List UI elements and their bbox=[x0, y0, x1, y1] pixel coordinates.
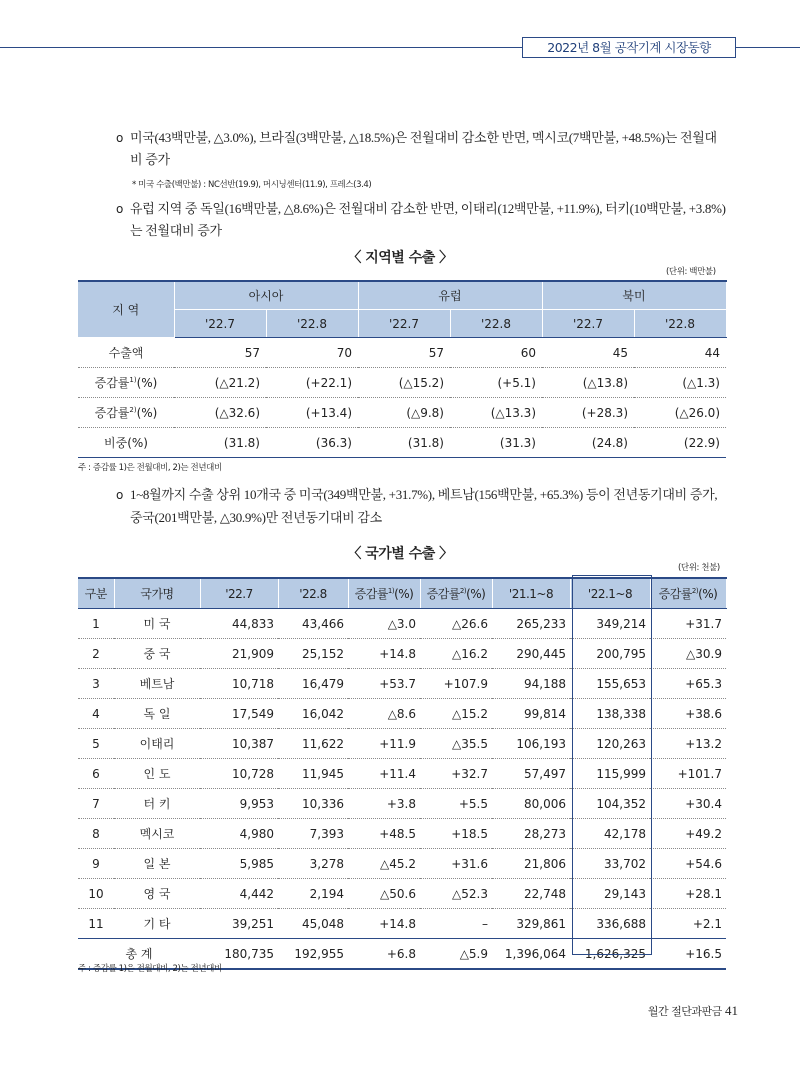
table-row bbox=[78, 849, 726, 879]
country-name: 멕시코 bbox=[114, 819, 200, 849]
table-cell: (+13.4) bbox=[266, 398, 358, 428]
bullet-marker: o bbox=[116, 488, 124, 502]
table-row bbox=[78, 639, 726, 669]
table-cell: +2.1 bbox=[692, 916, 722, 931]
table-cell: 120,263 bbox=[570, 729, 650, 759]
table-cell: +38.6 bbox=[650, 699, 726, 729]
table-cell: 29,143 bbox=[570, 879, 650, 909]
country-name: 중 국 bbox=[114, 639, 200, 669]
period-header: '22.8 bbox=[266, 310, 358, 338]
country-name: 베트남 bbox=[114, 669, 200, 699]
table-cell: 200,795 bbox=[570, 639, 650, 669]
table-cell: 1,626,325 bbox=[570, 939, 650, 970]
row-number: 3 bbox=[78, 669, 114, 699]
table-cell: 265,233 bbox=[492, 609, 570, 639]
bullet-marker: o bbox=[116, 202, 124, 216]
table-cell: +31.7 bbox=[650, 609, 726, 639]
table-cell: (31.8) bbox=[358, 428, 450, 458]
bullet-europe: o 유럽 지역 중 독일(16백만불, △8.6%)은 전월대비 감소한 반면, 이태리(12백만불, +11.9%), 터키(10백만불, +3.8%) bbox=[116, 198, 726, 220]
group-asia: 아시아 bbox=[174, 281, 358, 310]
table-cell: 1,396,064 bbox=[492, 939, 570, 970]
country-table-title: 〈 국가별 수출 〉 bbox=[347, 546, 453, 562]
table-cell: 57 bbox=[174, 338, 266, 368]
table-cell: +14.8 bbox=[379, 916, 416, 931]
table-cell: (36.3) bbox=[266, 428, 358, 458]
table-cell: 43,466 bbox=[278, 609, 348, 639]
bullet-marker: o bbox=[116, 131, 124, 145]
table-cell: 17,549 bbox=[200, 699, 278, 729]
region-export-table bbox=[78, 280, 727, 458]
table-cell: (+5.1) bbox=[450, 368, 542, 398]
table-cell: △15.2 bbox=[420, 699, 492, 729]
bullet-europe-cont: 는 전월대비 증가 bbox=[130, 223, 222, 238]
table-cell: 180,735 bbox=[200, 939, 278, 970]
table-cell: 60 bbox=[450, 338, 542, 368]
region-table-note: 주 : 증감률 1)은 전월대비, 2)는 전년대비 bbox=[78, 463, 222, 473]
table-cell: +54.6 bbox=[650, 849, 726, 879]
table-cell: 4,980 bbox=[200, 819, 278, 849]
table-cell: (24.8) bbox=[542, 428, 634, 458]
table-cell: +14.8 bbox=[348, 639, 420, 669]
col-header-aug22: '22.8 bbox=[278, 578, 348, 609]
table-cell: +49.2 bbox=[650, 819, 726, 849]
col-header-country: 국가명 bbox=[114, 578, 200, 609]
table-cell: 10,387 bbox=[200, 729, 278, 759]
bullet-top10: o 1~8월까지 수출 상위 10개국 중 미국(349백만불, +31.7%), 베트남(156백만불, +65.3%) 등이 전년동기대비 증가, bbox=[116, 484, 717, 506]
table-cell: +107.9 bbox=[420, 669, 492, 699]
table-cell: 16,042 bbox=[278, 699, 348, 729]
table-cell: 10,718 bbox=[200, 669, 278, 699]
row-number: 8 bbox=[78, 819, 114, 849]
period-header: '22.7 bbox=[174, 310, 266, 338]
table-cell: +16.5 bbox=[650, 939, 726, 970]
country-name: 미 국 bbox=[114, 609, 200, 639]
table-cell: 16,479 bbox=[278, 669, 348, 699]
table-cell: 4,442 bbox=[200, 879, 278, 909]
table-row bbox=[78, 879, 726, 909]
table-cell: +65.3 bbox=[650, 669, 726, 699]
table-cell: 115,999 bbox=[570, 759, 650, 789]
table-cell: +28.1 bbox=[650, 879, 726, 909]
region-table-unit: (단위: 백만불) bbox=[666, 267, 716, 277]
period-header: '22.8 bbox=[450, 310, 542, 338]
us-export-note: * 미국 수출(백만불) : NC선반(19.9), 머시닝센터(11.9), 프레스(3.4) bbox=[132, 180, 372, 190]
table-cell: △52.3 bbox=[420, 879, 492, 909]
table-cell: +32.7 bbox=[420, 759, 492, 789]
table-cell: (△13.3) bbox=[450, 398, 542, 428]
group-north-america: 북미 bbox=[542, 281, 726, 310]
table-cell: △3.0 bbox=[348, 609, 420, 639]
table-cell: (31.8) bbox=[174, 428, 266, 458]
table-cell: 25,152 bbox=[278, 639, 348, 669]
total-label: 총 계 bbox=[78, 939, 200, 970]
table-cell: 70 bbox=[266, 338, 358, 368]
table-cell: +30.4 bbox=[650, 789, 726, 819]
table-row bbox=[78, 789, 726, 819]
table-cell: +48.5 bbox=[348, 819, 420, 849]
table-cell: 80,006 bbox=[492, 789, 570, 819]
table-cell: 5,985 bbox=[200, 849, 278, 879]
table-cell: 42,178 bbox=[570, 819, 650, 849]
table-cell: +11.9 bbox=[348, 729, 420, 759]
country-name: 터 키 bbox=[114, 789, 200, 819]
table-cell: +31.6 bbox=[420, 849, 492, 879]
table-cell: 290,445 bbox=[492, 639, 570, 669]
row-label: 증감률$^{2)}$(%) bbox=[78, 398, 174, 428]
table-cell: +6.8 bbox=[348, 939, 420, 970]
row-number: 4 bbox=[78, 699, 114, 729]
table-cell: △30.9 bbox=[650, 639, 726, 669]
table-row bbox=[78, 759, 726, 789]
magazine-name: 월간 절단과판금 bbox=[647, 1005, 722, 1018]
table-cell: △16.2 bbox=[420, 639, 492, 669]
table-cell: +3.8 bbox=[348, 789, 420, 819]
row-number: 1 bbox=[78, 609, 114, 639]
table-cell: 349,214 bbox=[570, 609, 650, 639]
table-cell: (△9.8) bbox=[358, 398, 450, 428]
row-number: 10 bbox=[78, 879, 114, 909]
region-table-title: 〈 지역별 수출 〉 bbox=[347, 250, 453, 266]
table-cell: +13.2 bbox=[650, 729, 726, 759]
table-cell: △26.6 bbox=[420, 609, 492, 639]
table-cell: 45,048 bbox=[302, 916, 344, 931]
table-cell: +5.5 bbox=[420, 789, 492, 819]
table-cell: +18.5 bbox=[420, 819, 492, 849]
table-cell: 45 bbox=[542, 338, 634, 368]
table-cell: 28,273 bbox=[492, 819, 570, 849]
col-header-yoy: 증감률$^{2)}$(%) bbox=[420, 578, 492, 609]
table-cell: (△26.0) bbox=[634, 398, 726, 428]
country-name: 이태리 bbox=[114, 729, 200, 759]
table-cell: 3,278 bbox=[278, 849, 348, 879]
table-cell: +53.7 bbox=[348, 669, 420, 699]
bullet-top10-cont: 중국(201백만불, △30.9%)만 전년동기대비 감소 bbox=[130, 510, 382, 525]
row-number: 11 bbox=[88, 916, 104, 931]
table-cell: 10,336 bbox=[278, 789, 348, 819]
table-cell: (△1.3) bbox=[634, 368, 726, 398]
col-header-ytd22: '22.1~8 bbox=[570, 578, 650, 609]
table-cell: (+28.3) bbox=[542, 398, 634, 428]
table-cell: 22,748 bbox=[492, 879, 570, 909]
country-name: 독 일 bbox=[114, 699, 200, 729]
table-cell: 44,833 bbox=[200, 609, 278, 639]
table-cell: 106,193 bbox=[492, 729, 570, 759]
table-cell: △45.2 bbox=[348, 849, 420, 879]
col-header-ytd-yoy: 증감률$^{2)}$(%) bbox=[650, 578, 726, 609]
table-cell: (22.9) bbox=[634, 428, 726, 458]
table-row bbox=[78, 428, 726, 458]
table-cell: 44 bbox=[634, 338, 726, 368]
group-europe: 유럽 bbox=[358, 281, 542, 310]
table-row bbox=[78, 398, 726, 428]
country-table-unit: (단위: 천불) bbox=[678, 563, 720, 573]
table-cell: △5.9 bbox=[420, 939, 492, 970]
country-table-note: 주 : 증감률 1)은 전월대비, 2)는 전년대비 bbox=[78, 964, 222, 974]
row-label: 증감률$^{1)}$(%) bbox=[78, 368, 174, 398]
table-cell: (+22.1) bbox=[266, 368, 358, 398]
row-number: 6 bbox=[78, 759, 114, 789]
table-cell: 99,814 bbox=[492, 699, 570, 729]
table-cell: 329,861 bbox=[516, 916, 566, 931]
table-row bbox=[78, 699, 726, 729]
country-name: 일 본 bbox=[114, 849, 200, 879]
table-cell: (△21.2) bbox=[174, 368, 266, 398]
table-cell: 57,497 bbox=[492, 759, 570, 789]
table-row bbox=[78, 609, 726, 639]
table-cell: △50.6 bbox=[348, 879, 420, 909]
table-cell: 336,688 bbox=[596, 916, 646, 931]
page-footer bbox=[648, 1003, 738, 1019]
table-cell: 2,194 bbox=[278, 879, 348, 909]
table-row bbox=[78, 729, 726, 759]
table-row bbox=[78, 819, 726, 849]
table-cell: (△32.6) bbox=[174, 398, 266, 428]
period-header: '22.7 bbox=[358, 310, 450, 338]
table-cell: 9,953 bbox=[200, 789, 278, 819]
table-row bbox=[78, 909, 726, 939]
table-cell: +11.4 bbox=[348, 759, 420, 789]
row-number: 7 bbox=[78, 789, 114, 819]
table-cell: 10,728 bbox=[200, 759, 278, 789]
bullet-americas: o 미국(43백만불, △3.0%), 브라질(3백만불, △18.5%)은 전월대비 감소한 반면, 멕시코(7백만불, +48.5%)는 전월대 bbox=[116, 127, 717, 149]
header-title: 2022년 8월 공작기계 시장동향 bbox=[522, 37, 736, 58]
period-header: '22.7 bbox=[542, 310, 634, 338]
region-header: 지 역 bbox=[78, 281, 174, 338]
period-header: '22.8 bbox=[634, 310, 726, 338]
table-cell: – bbox=[482, 916, 488, 931]
country-name: 기 타 bbox=[143, 917, 171, 931]
row-number: 9 bbox=[78, 849, 114, 879]
table-cell: 104,352 bbox=[570, 789, 650, 819]
page-number: 41 bbox=[725, 1003, 738, 1018]
table-cell: 192,955 bbox=[278, 939, 348, 970]
table-cell: (△15.2) bbox=[358, 368, 450, 398]
country-name: 인 도 bbox=[114, 759, 200, 789]
table-row bbox=[78, 669, 726, 699]
col-header-ytd21: '21.1~8 bbox=[492, 578, 570, 609]
table-cell: 57 bbox=[358, 338, 450, 368]
table-cell: 7,393 bbox=[278, 819, 348, 849]
row-number: 5 bbox=[78, 729, 114, 759]
col-header-no: 구분 bbox=[78, 578, 114, 609]
table-cell: 39,251 bbox=[232, 916, 274, 931]
table-cell: 21,909 bbox=[200, 639, 278, 669]
row-number: 2 bbox=[78, 639, 114, 669]
country-name: 영 국 bbox=[114, 879, 200, 909]
table-cell: 94,188 bbox=[492, 669, 570, 699]
row-label: 비중(%) bbox=[78, 428, 174, 458]
table-cell: 11,622 bbox=[278, 729, 348, 759]
table-cell: △8.6 bbox=[348, 699, 420, 729]
table-row bbox=[78, 368, 726, 398]
table-cell: +101.7 bbox=[650, 759, 726, 789]
table-cell: 138,338 bbox=[570, 699, 650, 729]
table-cell: 21,806 bbox=[492, 849, 570, 879]
table-cell: (31.3) bbox=[450, 428, 542, 458]
table-cell: 155,653 bbox=[570, 669, 650, 699]
row-label: 수출액 bbox=[78, 338, 174, 368]
table-cell: 33,702 bbox=[570, 849, 650, 879]
country-export-table bbox=[78, 577, 727, 970]
col-header-jul22: '22.7 bbox=[200, 578, 278, 609]
col-header-mom: 증감률$^{1)}$(%) bbox=[348, 578, 420, 609]
table-cell: 11,945 bbox=[278, 759, 348, 789]
table-cell: (△13.8) bbox=[542, 368, 634, 398]
bullet-americas-cont: 비 증가 bbox=[130, 152, 170, 167]
table-row bbox=[78, 338, 726, 368]
table-cell: △35.5 bbox=[420, 729, 492, 759]
